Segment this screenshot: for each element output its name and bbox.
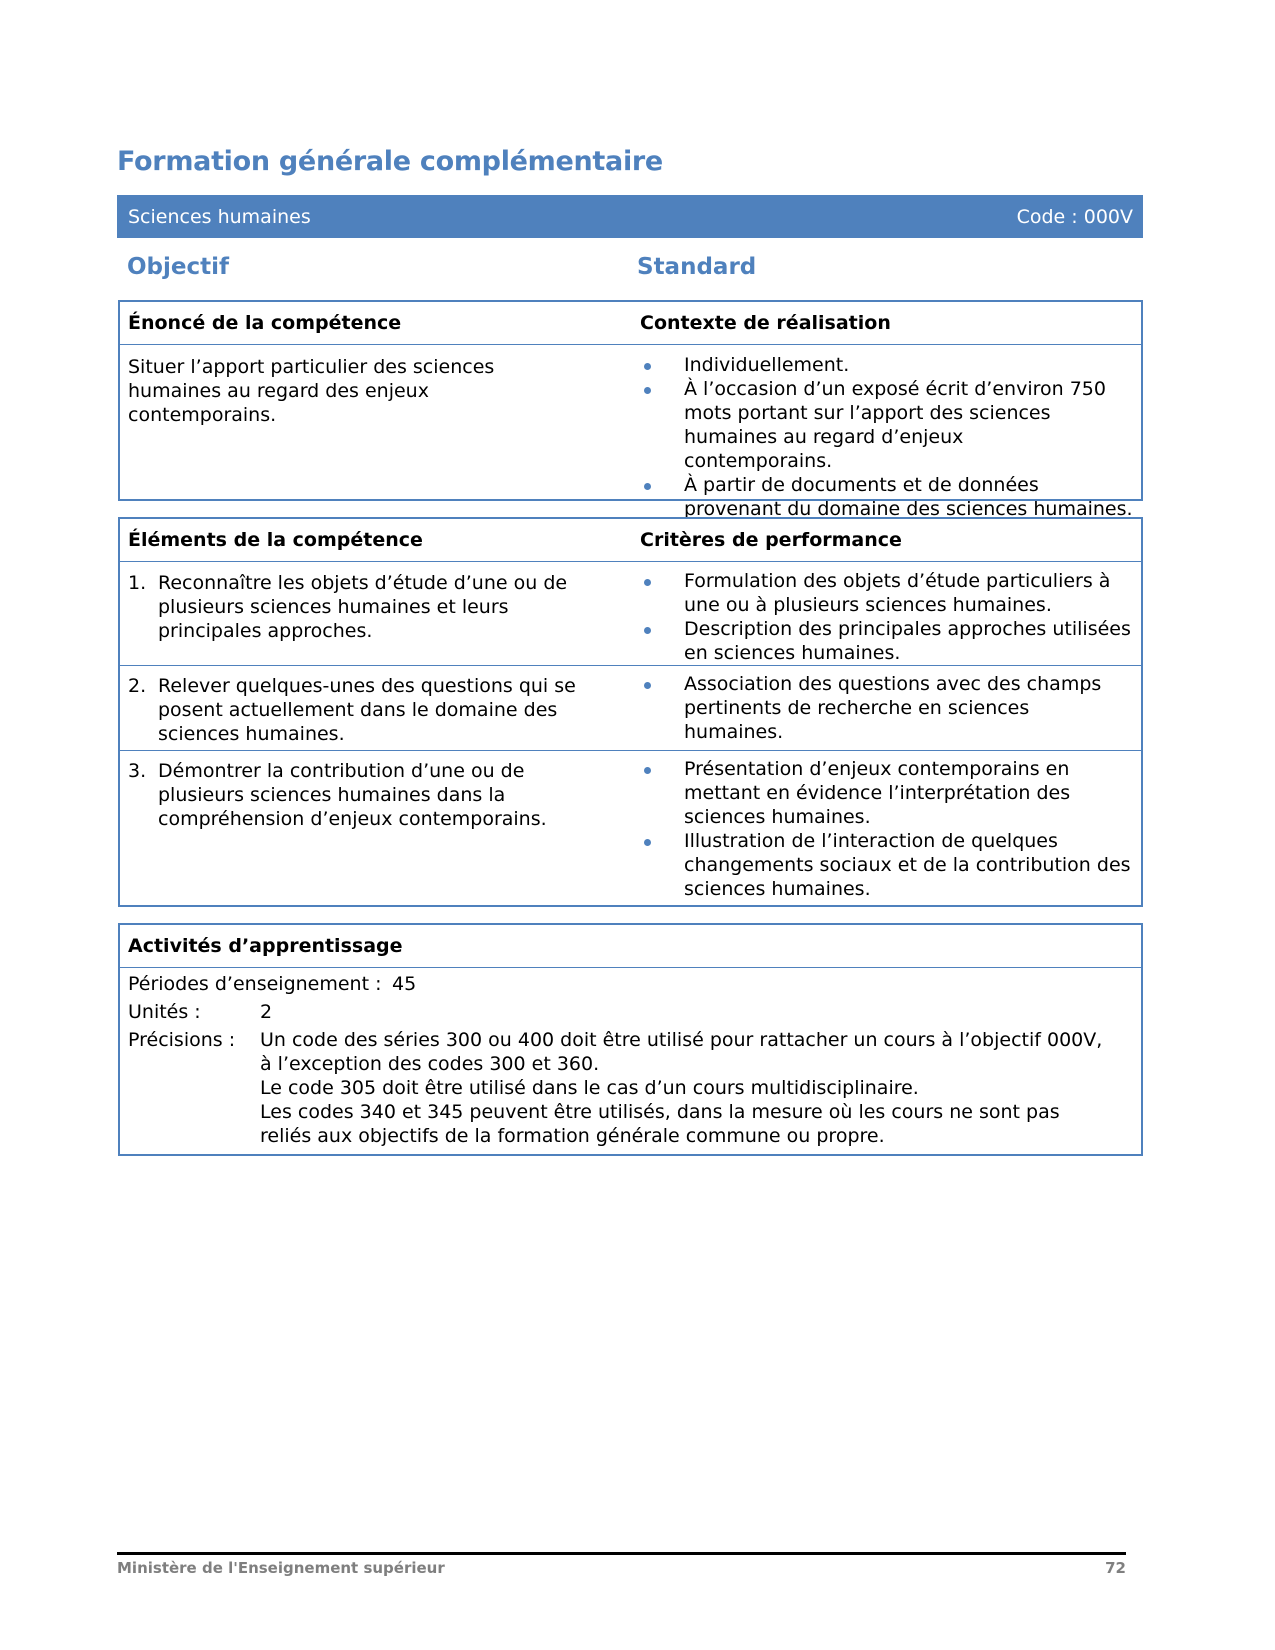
criteria-item: Description des principales approches utilisées en sciences humaines. [640,617,1133,665]
element-text: Démontrer la contribution d’une ou de plusieurs sciences humaines dans la compréhension d’enjeux contemporains. [158,760,547,830]
details-line: reliés aux objectifs de la formation générale commune ou propre. [260,1125,885,1147]
criteria-list [640,757,1133,901]
element-row [120,562,1141,666]
criteria-item: Association des questions avec des champs pertinents de recherche en sciences humaines. [640,672,1133,744]
subject-name: Sciences humaines [128,205,311,228]
units-row [128,1000,1133,1024]
course-code: Code : 000V [1016,205,1133,228]
element-text: Reconnaître les objets d’étude d’une ou de plusieurs sciences humaines et leurs principales approches. [158,572,568,642]
details-line: Le code 305 doit être utilisé dans le cas d’un cours multidisciplinaire. [260,1077,919,1099]
footer-divider [117,1552,1126,1555]
periods-value: 45 [392,973,417,995]
activities-header-row [120,925,1141,968]
element-row [120,751,1141,901]
elements-table [118,517,1143,907]
elements-header: Éléments de la compétence [128,529,423,551]
criteria-list [640,569,1133,665]
competence-header-row [120,302,1141,345]
criteria-item: Présentation d’enjeux contemporains en mettant en évidence l’interprétation des sciences humaines. [640,757,1133,829]
details-text [260,1028,1102,1148]
heading-standard: Standard [637,254,757,280]
element-number: 1. [128,572,147,594]
activities-body [120,968,1141,1148]
context-list [640,353,1133,521]
criteria-header: Critères de performance [640,529,902,551]
context-item: À partir de documents et de données provenant du domaine des sciences humaines. [640,473,1133,521]
element-text: Relever quelques-unes des questions qui se posent actuellement dans le domaine des sciences humaines. [158,675,576,745]
periods-label: Périodes d’enseignement : [128,973,382,995]
competence-body-row [120,345,1141,527]
competence-statement: Situer l’apport particulier des sciences humaines au regard des enjeux contemporains. [128,356,495,426]
context-header: Contexte de réalisation [640,312,891,334]
criteria-item: Formulation des objets d’étude particuliers à une ou à plusieurs sciences humaines. [640,569,1133,617]
statement-header: Énoncé de la compétence [128,312,402,334]
element-row [120,666,1141,751]
activities-table [118,923,1143,1156]
criteria-list [640,672,1133,744]
units-value: 2 [260,1001,273,1023]
details-line: Les codes 340 et 345 peuvent être utilisés, dans la mesure où les cours ne sont pas [260,1101,1060,1123]
details-row [128,1028,1133,1148]
footer-publisher: Ministère de l'Enseignement supérieur [117,1559,445,1577]
units-label: Unités : [128,1001,201,1023]
context-item: Individuellement. [640,353,1133,377]
competence-table [118,300,1143,520]
periods-row [128,972,1133,996]
page-number: 72 [1105,1559,1126,1577]
heading-objectif: Objectif [127,254,230,280]
details-line: Un code des séries 300 ou 400 doit être utilisé pour rattacher un cours à l’objectif 000V, [260,1029,1103,1051]
criteria-item: Illustration de l’interaction de quelques changements sociaux et de la contribution des sciences humaines. [640,829,1133,901]
details-label: Précisions : [128,1029,236,1051]
context-item: À l’occasion d’un exposé écrit d’environ 750 mots portant sur l’apport des sciences humaines au regard d’enjeux contemporains. [640,377,1133,473]
elements-header-row [120,519,1141,562]
details-line: à l’exception des codes 300 et 360. [260,1053,600,1075]
element-number: 3. [128,760,147,782]
activities-header: Activités d’apprentissage [128,935,403,957]
page-title: Formation générale complémentaire [117,146,663,177]
subject-banner [117,195,1143,238]
element-number: 2. [128,675,147,697]
